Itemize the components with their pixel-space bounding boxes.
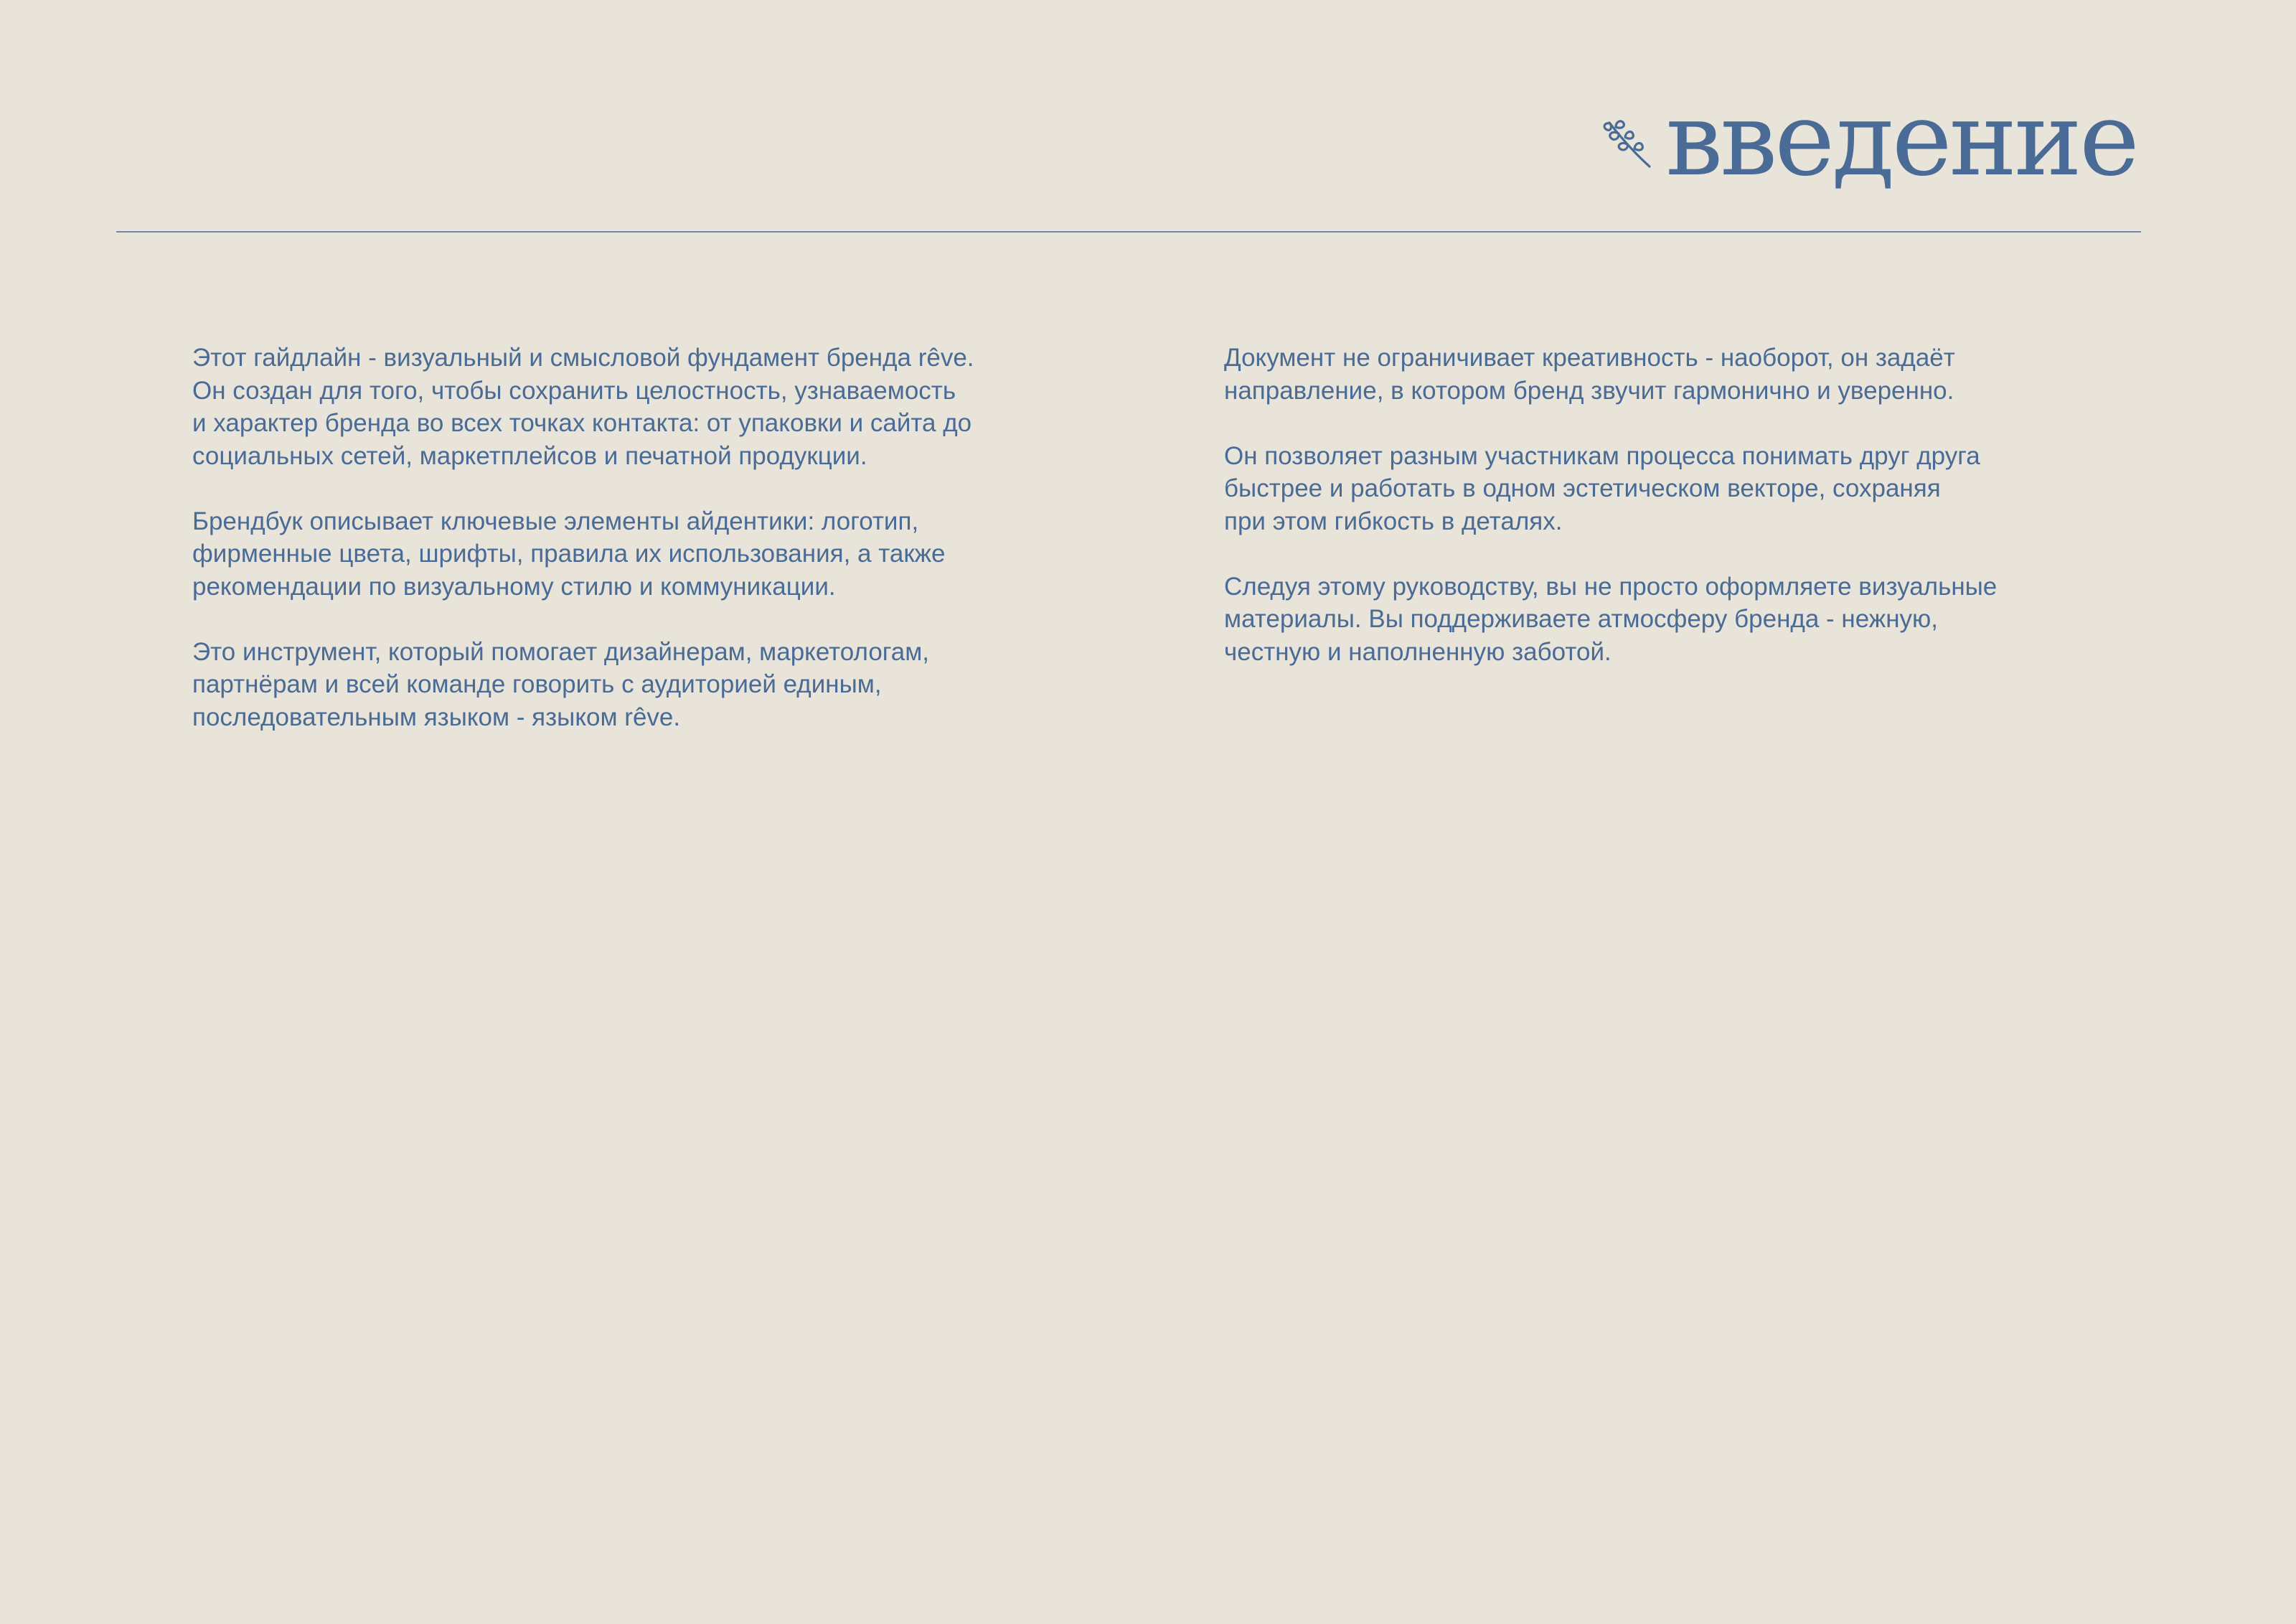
header-divider [116, 231, 2141, 233]
intro-paragraph-6: Следуя этому руководству, вы не просто оформляете визуальные материалы. Вы поддерживаете атмосферу бренда - нежную, честную и наполненную заботой. [1224, 572, 1998, 666]
page-header [1599, 80, 2137, 199]
intro-paragraph-5: Он позволяет разным участникам процесса понимать друг друга быстрее и работать в одном эстетическом векторе, сохраняя при этом гибкость в деталях. [1224, 441, 1980, 535]
intro-paragraph-2: Брендбук описывает ключевые элементы айдентики: логотип, фирменные цвета, шрифты, правила их использования, а также рекомендации по визуальному стилю и коммуникации. [192, 507, 946, 601]
right-text-column [1224, 342, 2121, 701]
left-text-column [192, 342, 1068, 766]
sprig-icon [1599, 116, 1654, 171]
intro-paragraph-3: Это инструмент, который помогает дизайнерам, маркетологам, партнёрам и всей команде говорить с аудиторией единым, последовательным языком - языком rêve. [192, 637, 930, 731]
page-title: введение [1665, 80, 2137, 199]
intro-paragraph-1: Этот гайдлайн - визуальный и смысловой фундамент бренда rêve. Он создан для того, чтобы сохранить целостность, узнаваемость и характер бренда во всех точках контакта: от упаковки и сайта до социальных сетей, маркетплейсов и печатной продукции. [192, 344, 974, 470]
intro-paragraph-4: Документ не ограничивает креативность - наоборот, он задаёт направление, в котором бренд звучит гармонично и уверенно. [1224, 344, 1955, 405]
